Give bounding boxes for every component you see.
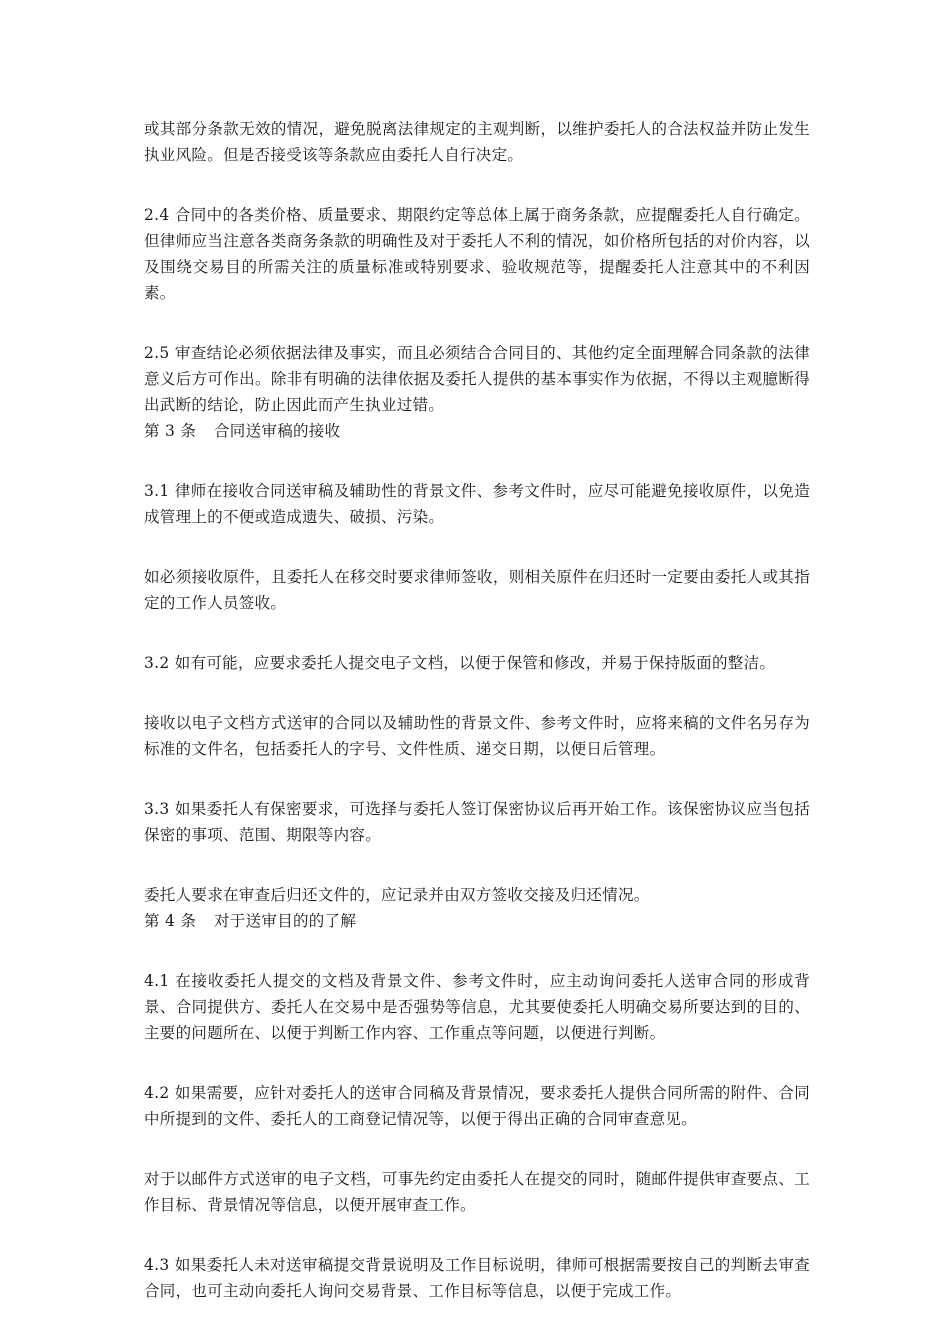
article-4-number: 第 4 条 bbox=[144, 912, 197, 930]
paragraph-4-3: 4.3 如果委托人未对送审稿提交背景说明及工作目标说明，律师可根据需要按自己的判断去审查合同，也可主动向委托人询问交易背景、工作目标等信息，以便于完成工作。 bbox=[144, 1256, 810, 1300]
paragraph-3-2-note: 接收以电子文档方式送审的合同以及辅助性的背景文件、参考文件时，应将来稿的文件名另存为标准的文件名，包括委托人的字号、文件性质、递交日期，以便日后管理。 bbox=[144, 714, 810, 758]
paragraph-2-5: 2.5 审查结论必须依据法律及事实，而且必须结合合同目的、其他约定全面理解合同条款的法律意义后方可作出。除非有明确的法律依据及委托人提供的基本事实作为依据，不得以主观臆断得出武断的结论，防止因此而产生执业过错。 bbox=[144, 344, 810, 414]
paragraph-3-3: 3.3 如果委托人有保密要求，可选择与委托人签订保密协议后再开始工作。该保密协议应当包括保密的事项、范围、期限等内容。 bbox=[144, 800, 810, 844]
paragraph-3-3-note: 委托人要求在审查后归还文件的，应记录并由双方签收交接及归还情况。 bbox=[144, 886, 650, 904]
paragraph-2-4: 2.4 合同中的各类价格、质量要求、期限约定等总体上属于商务条款，应提醒委托人自行确定。但律师应当注意各类商务条款的明确性及对于委托人不利的情况，如价格所包括的对价内容，以及围绕交易目的所需关注的质量标准或特别要求、验收规范等，提醒委托人注意其中的不利因素。 bbox=[144, 206, 810, 302]
paragraph-4-1: 4.1 在接收委托人提交的文档及背景文件、参考文件时，应主动询问委托人送审合同的形成背景、合同提供方、委托人在交易中是否强势等信息，尤其要使委托人明确交易所要达到的目的、主要的问题所在、以便于判断工作内容、工作重点等问题，以便进行判断。 bbox=[144, 972, 810, 1042]
article-3-title: 合同送审稿的接收 bbox=[214, 422, 341, 440]
article-3-heading bbox=[144, 418, 810, 444]
paragraph-3-1: 3.1 律师在接收合同送审稿及辅助性的背景文件、参考文件时，应尽可能避免接收原件，以免造成管理上的不便或造成遗失、破损、污染。 bbox=[144, 482, 810, 526]
article-3-number: 第 3 条 bbox=[144, 422, 197, 440]
article-4-title: 对于送审目的的了解 bbox=[214, 912, 357, 930]
paragraph-4-2-note: 对于以邮件方式送审的电子文档，可事先约定由委托人在提交的同时，随邮件提供审查要点、工作目标、背景情况等信息，以便开展审查工作。 bbox=[144, 1170, 810, 1214]
document-page bbox=[144, 116, 810, 1304]
article-4-heading bbox=[144, 908, 810, 934]
paragraph-4-2: 4.2 如果需要，应针对委托人的送审合同稿及背景情况，要求委托人提供合同所需的附件、合同中所提到的文件、委托人的工商登记情况等，以便于得出正确的合同审查意见。 bbox=[144, 1084, 810, 1128]
paragraph-3-1-note: 如必须接收原件，且委托人在移交时要求律师签收，则相关原件在归还时一定要由委托人或其指定的工作人员签收。 bbox=[144, 568, 810, 612]
paragraph-2-3-continued: 或其部分条款无效的情况，避免脱离法律规定的主观判断，以维护委托人的合法权益并防止发生执业风险。但是否接受该等条款应由委托人自行决定。 bbox=[144, 120, 810, 164]
paragraph-3-2: 3.2 如有可能，应要求委托人提交电子文档，以便于保管和修改，并易于保持版面的整洁。 bbox=[144, 654, 776, 672]
